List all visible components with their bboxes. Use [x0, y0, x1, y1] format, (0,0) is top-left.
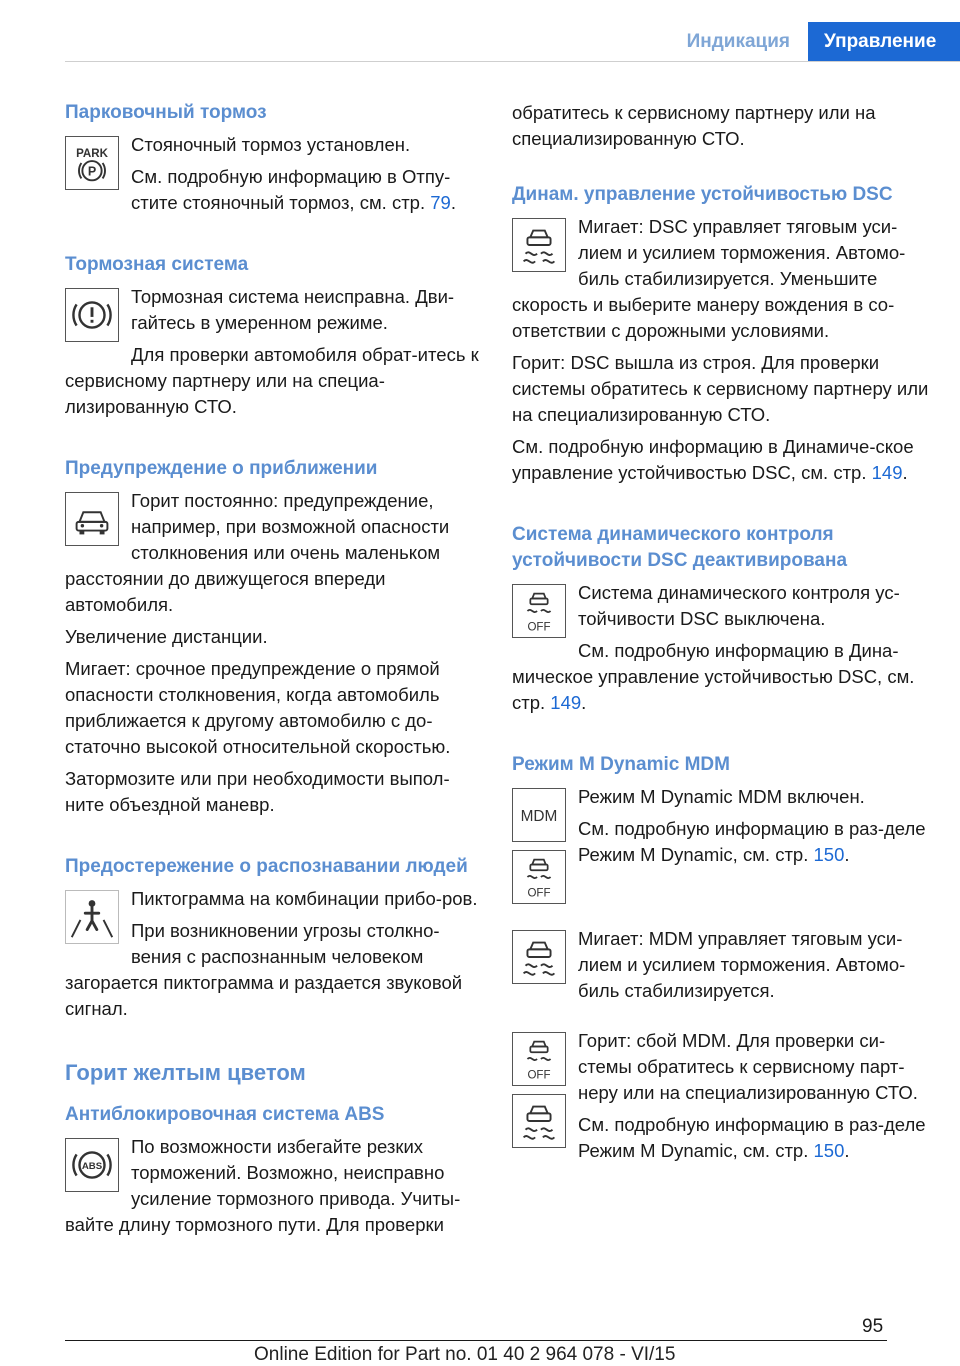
- svg-text:MDM: MDM: [520, 807, 558, 825]
- approach-warning-text-4: Затормозите или при необходимости выпол‐ните объездной маневр.: [65, 768, 450, 815]
- pedestrian-icon: [65, 890, 119, 944]
- pedestrian-warning-text-1: Пиктограмма на комбинации прибо‐ров.: [131, 888, 478, 909]
- section-dsc-off: [512, 522, 932, 722]
- approach-warning-heading: Предупреждение о приближении: [65, 458, 378, 479]
- page-number: 95: [862, 1316, 884, 1337]
- brake-system-heading: Тормозная система: [65, 254, 249, 275]
- approach-warning-text-1: Горит постоянно: предупреждение, например, при возможной опасности столкновения или очень маленьком расстоянии до движущегося впереди автомобиля.: [65, 490, 450, 615]
- section-abs: [65, 1102, 485, 1244]
- svg-text:OFF: OFF: [527, 1069, 551, 1082]
- pedestrian-warning-text-2: При возникновении угрозы столкно‐вения с распознанным человеком загорается пиктограмма и раздается звуковой сигнал.: [65, 920, 463, 1019]
- section-pedestrian-warning: [65, 854, 485, 1028]
- mdm-text-2: См. подробную информацию в раз‐деле Режим M Dynamic, см. стр. 150.: [578, 818, 926, 865]
- dsc-skid-icon: [512, 218, 566, 272]
- mdm-failure-skid-icon: [512, 1094, 566, 1148]
- mdm-failure-icon-stack: [512, 1028, 578, 1152]
- svg-text:OFF: OFF: [527, 887, 551, 900]
- car-front-icon: [65, 492, 119, 546]
- dsc-heading: Динам. управление устойчивостью DSC: [512, 184, 893, 205]
- svg-text:PARK: PARK: [76, 148, 108, 161]
- abs-icon: [65, 1138, 119, 1192]
- mdm-text-3: Мигает: MDM управляет тяговым уси‐лием и усилием торможения. Автомо‐биль стабилизируется.: [578, 928, 906, 1001]
- mdm-text-4: Горит: сбой MDM. Для проверки си‐стемы обратитесь к сервисному парт‐неру или на специализированную СТО.: [578, 1030, 918, 1103]
- dsc-off-text-2: См. подробную информацию в Дина‐мическое управление устойчивостью DSC, см. стр. 149.: [512, 640, 915, 713]
- dsc-text-1: Мигает: DSC управляет тяговым уси‐лием и усилием торможения. Автомо‐биль стабилизируется. Уменьшите скорость и выберите манеру вождения в со‐ответствии с дорожными условиями.: [512, 216, 906, 341]
- mdm-page-link-2[interactable]: 150: [813, 1140, 845, 1161]
- approach-warning-text-2: Увеличение дистанции.: [65, 626, 268, 647]
- mdm-failure-block: [512, 1028, 932, 1170]
- mdm-skid-icon: [512, 930, 566, 984]
- tab-indication[interactable]: Индикация: [669, 22, 808, 62]
- brake-warning-icon: [65, 288, 119, 342]
- park-icon: [65, 136, 119, 190]
- brake-system-text-2: Для проверки автомобиля обрат‐итесь к сервисному партнеру или на специа‐лизированную СТО.: [65, 344, 479, 417]
- header-divider: [65, 61, 960, 62]
- svg-text:P: P: [87, 164, 97, 179]
- brake-system-text-1: Тормозная система неисправна. Дви‐гайтесь в умеренном режиме.: [131, 286, 455, 333]
- left-column: [65, 100, 485, 1274]
- dsc-text-3: См. подробную информацию в Динамиче‐ское управление устойчивостью DSC, см. стр. 149.: [512, 436, 914, 483]
- mdm-text-5: См. подробную информацию в раз‐деле Режим M Dynamic, см. стр. 150.: [578, 1114, 926, 1161]
- dsc-off-heading: Система динамического контроля устойчивости DSC деактивирована: [512, 524, 848, 571]
- section-dsc: [512, 182, 932, 492]
- mdm-icon-stack: [512, 784, 578, 908]
- approach-warning-text-3: Мигает: срочное предупреждение о прямой опасности столкновения, когда автомобиль приближается к другому автомобилю с до‐статочно высокой относительной скоростью.: [65, 658, 451, 757]
- parking-brake-text-1: Стояночный тормоз установлен.: [131, 134, 411, 155]
- section-brake-system: [65, 252, 485, 426]
- continued-text: обратитесь к сервисному партнеру или на специализированную СТО.: [512, 102, 876, 149]
- section-approach-warning: [65, 456, 485, 824]
- svg-text:OFF: OFF: [527, 621, 551, 634]
- mdm-text-1: Режим M Dynamic MDM включен.: [578, 786, 865, 807]
- abs-heading: Антиблокировочная система ABS: [65, 1104, 385, 1125]
- tab-control[interactable]: Управление: [808, 22, 960, 62]
- mdm-dsc-off-icon: [512, 850, 566, 904]
- pedestrian-warning-heading: Предостережение о распознавании людей: [65, 856, 468, 877]
- edition-footer: Online Edition for Part no. 01 40 2 964 078 - VI/15: [254, 1344, 676, 1365]
- dsc-off-page-link[interactable]: 149: [550, 692, 582, 713]
- mdm-page-link-1[interactable]: 150: [813, 844, 845, 865]
- yellow-lights-heading: Горит желтым цветом: [65, 1060, 306, 1085]
- footer-divider: [65, 1340, 887, 1341]
- dsc-text-2: Горит: DSC вышла из строя. Для проверки системы обратитесь к сервисному партнеру или на специализированную СТО.: [512, 352, 929, 425]
- mdm-failure-dsc-off-icon: [512, 1032, 566, 1086]
- parking-brake-page-link[interactable]: 79: [430, 192, 451, 213]
- section-mdm: [512, 752, 932, 1170]
- section-parking-brake: [65, 100, 485, 222]
- header-tabs: [669, 22, 960, 62]
- mdm-flashing-block: [512, 926, 932, 1010]
- abs-text-1: По возможности избегайте резких торможений. Возможно, неисправно усиление тормозного привода. Учиты‐вайте длину тормозного пути. Для проверки: [65, 1136, 461, 1235]
- mdm-heading: Режим M Dynamic MDM: [512, 754, 730, 775]
- section-continued: [512, 100, 932, 152]
- parking-brake-heading: Парковочный тормоз: [65, 102, 267, 123]
- right-column: [512, 100, 932, 1200]
- parking-brake-text-2: См. подробную информацию в Отпу‐стите стояночный тормоз, см. стр. 79.: [131, 166, 456, 213]
- svg-text:ABS: ABS: [81, 1160, 103, 1172]
- mdm-icon: [512, 788, 566, 842]
- dsc-off-text-1: Система динамического контроля ус‐тойчивости DSC выключена.: [578, 582, 900, 629]
- dsc-page-link[interactable]: 149: [871, 462, 903, 483]
- dsc-off-icon: [512, 584, 566, 638]
